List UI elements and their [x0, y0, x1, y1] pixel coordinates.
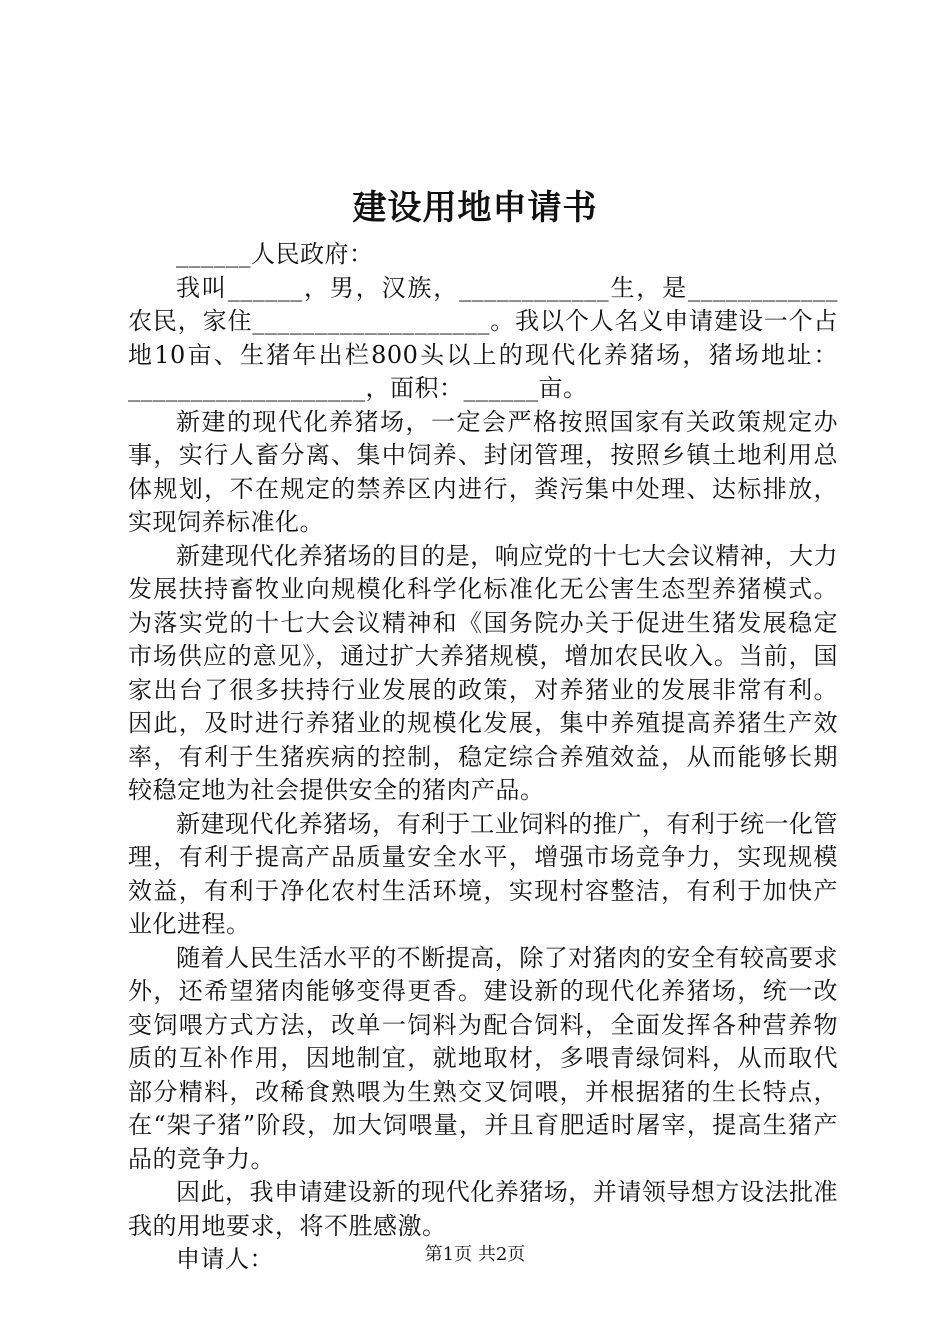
document-title: 建设用地申请书: [352, 188, 598, 228]
document-body: [128, 238, 838, 1277]
page-footer: 第1页 共2页: [424, 1244, 526, 1265]
paragraph-applicant-info: 我叫______，男，汉族，____________生，是____________农民，家住___________________。我以个人名义申请建设一个占地10亩、生猪年出栏800头以上的现代化养猪场，猪场地址：___________________，面积：______亩。: [128, 273, 838, 402]
paragraph-benefits: 新建现代化养猪场，有利于工业饲料的推广，有利于统一化管理，有利于提高产品质量安全水平，增强市场竞争力，实现规模效益，有利于净化农村生活环境，实现村容整洁，有利于加快产业化进程。: [128, 809, 838, 938]
paragraph-purpose: 新建现代化养猪场的目的是，响应党的十七大会议精神，大力发展扶持畜牧业向规模化科学化标准化无公害生态型养猪模式。为落实党的十七大会议精神和《国务院办关于促进生猪发展稳定市场供应的意见》，通过扩大养猪规模，增加农民收入。当前，国家出台了很多扶持行业发展的政策，对养猪业的发展非常有利。因此，及时进行养猪业的规模化发展，集中养殖提高养猪生产效率，有利于生猪疾病的控制，稳定综合养殖效益，从而能够长期较稳定地为社会提供安全的猪肉产品。: [128, 541, 838, 804]
paragraph-quality: 随着人民生活水平的不断提高，除了对猪肉的安全有较高要求外，还希望猪肉能够变得更香。建设新的现代化养猪场，统一改变饲喂方式方法，改单一饲料为配合饲料，全面发挥各种营养物质的互补作用，因地制宜，就地取材，多喂青绿饲料，从而取代部分精料，改稀食熟喂为生熟交叉饲喂，并根据猪的生长特点，在“架子猪”阶段，加大饲喂量，并且育肥适时屠宰，提高生猪产品的竞争力。: [128, 943, 838, 1173]
paragraph-compliance: 新建的现代化养猪场，一定会严格按照国家有关政策规定办事，实行人畜分离、集中饲养、封闭管理，按照乡镇土地利用总体规划，不在规定的禁养区内进行，粪污集中处理、达标排放，实现饲养标准化。: [128, 407, 838, 536]
signature-line: 申请人：: [176, 1245, 274, 1273]
salutation: ______人民政府：: [176, 240, 374, 268]
paragraph-request: 因此，我申请建设新的现代化养猪场，并请领导想方设法批准我的用地要求，将不胜感激。: [128, 1178, 838, 1240]
